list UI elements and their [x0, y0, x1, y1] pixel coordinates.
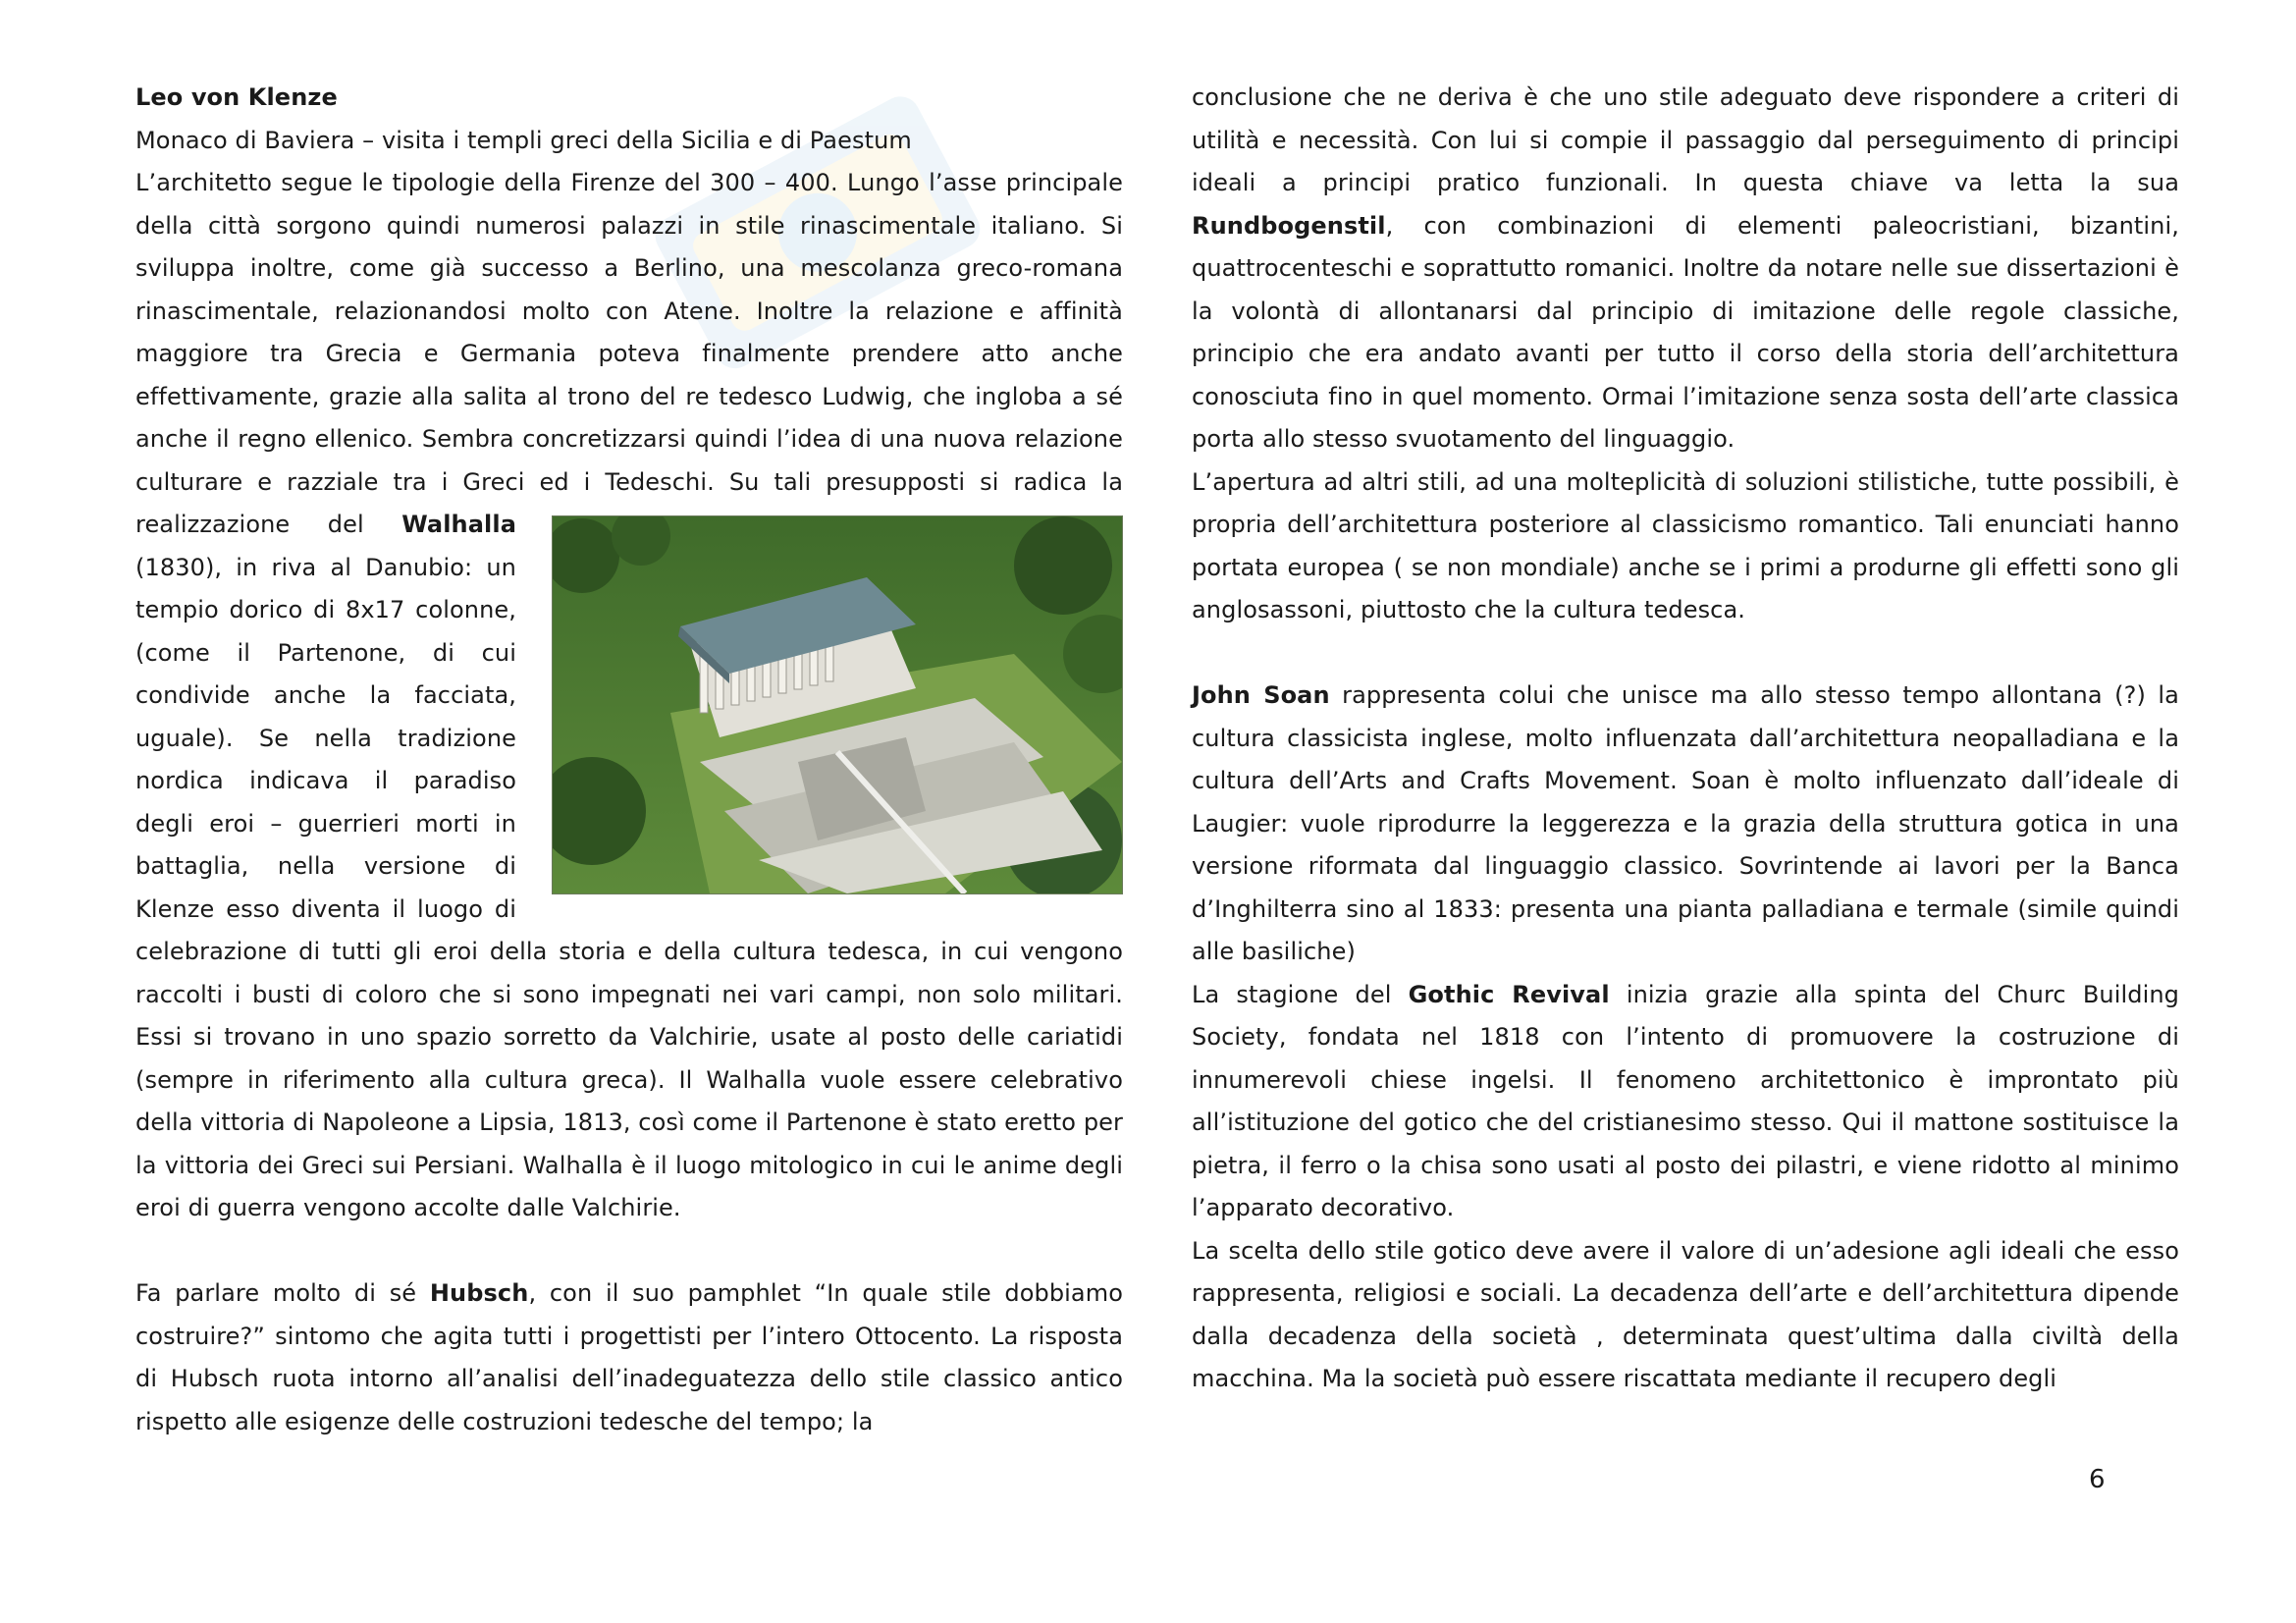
soan-bold: John Soan: [1192, 681, 1330, 709]
walhalla-photo: [552, 515, 1123, 894]
text-run: La stagione del: [1192, 980, 1409, 1008]
left-column: [135, 77, 1123, 1443]
hubsch-bold: Hubsch: [429, 1279, 529, 1307]
text-run: (1830), in riva al Danubio: un tempio dorico di 8x17 colonne, (come il Partenone, di cui condivide anche la facciata, uguale). Se nella tradizione nordica indicava il paradiso degli eroi – guerrieri morti in battaglia, nella versione di Klenze esso diventa il luogo di celebrazione di tutti gli eroi della storia e della cultura tedesca, in cui vengono raccolti i busti di coloro che si sono impegnati nei vari campi, non solo militari. Essi si trovano in uno spazio sorretto da Valchirie, usate al posto delle cariatidi (sempre in riferimento alla cultura greca). Il Walhalla vuole essere celebrativo della vittoria di Napoleone a Lipsia, 1813, così come il Partenone è stato eretto per la vittoria dei Greci sui Persiani. Walhalla è il luogo mitologico in cui le anime degli eroi di guerra vengono accolte dalle Valchirie.: [135, 553, 1123, 1221]
page-number: 6: [2089, 1465, 2106, 1494]
paragraph-klenze: [135, 162, 1123, 1230]
gothic-revival-bold: Gothic Revival: [1408, 980, 1610, 1008]
paragraph-hubsch: [135, 1272, 1123, 1443]
right-column: [1192, 77, 2179, 1401]
section-heading-klenze: Leo von Klenze: [135, 83, 338, 111]
rundbogenstil-bold: Rundbogenstil: [1192, 211, 1386, 240]
text-run: conclusione che ne deriva è che uno stile adeguato deve rispondere a criteri di utilità e necessità. Con lui si compie il passaggio dal perseguimento di principi ideali a principi pratico funzionali. In questa chiave va letta la sua: [1192, 83, 2179, 196]
paragraph-rundbogenstil: [1192, 77, 2179, 461]
paragraph-apertura: L’apertura ad altri stili, ad una molteplicità di soluzioni stilistiche, tutte possibili, è propria dell’architettura posteriore al classicismo romantico. Tali enunciati hanno portata europea ( se non mondiale) anche se i primi a produrne gli effetti sono gli anglosassoni, piuttosto che la cultura tedesca.: [1192, 467, 2179, 623]
paragraph-gothic-revival: [1192, 974, 2179, 1230]
text-run: L’architetto segue le tipologie della Firenze del 300 – 400. Lungo l’asse principale della città sorgono quindi numerosi palazzi in stile rinascimentale italiano. Si sviluppa inoltre, come già successo a Berlino, una mescolanza greco-romana rinascimentale, relazionandosi molto con Atene. Inoltre la relazione e affinità maggiore tra Grecia e Germania poteva finalmente prendere atto anche effettivamente, grazie alla salita al trono del re tedesco Ludwig, che ingloba a sé anche il regno ellenico. Sembra concretizzarsi quindi l’idea di una nuova relazione culturare e razziale tra i Greci ed i Tedeschi. Su tali presupposti si radica la realizzazione del: [135, 169, 1123, 538]
subtitle-monaco: Monaco di Baviera – visita i templi greci della Sicilia e di Paestum: [135, 126, 912, 154]
text-run: rappresenta colui che unisce ma allo stesso tempo allontana (?) la cultura classicista inglese, molto influenzata dall’architettura neopalladiana e la cultura dell’Arts and Crafts Movement. Soan è molto influenzato dall’ideale di Laugier: vuole riprodurre la leggerezza e la grazia della struttura gotica in una versione riformata dal linguaggio classico. Sovrintende ai lavori per la Banca d’Inghilterra sino al 1833: presenta una pianta palladiana e termale (simile quindi alle basiliche): [1192, 681, 2179, 965]
text-run: , con il suo pamphlet “In quale stile dobbiamo costruire?” sintomo che agita tutti i progettisti per l’intero Ottocento. La risposta di Hubsch ruota intorno all’analisi dell’inadeguatezza dello stile classico antico rispetto alle esigenze delle costruzioni tedesche del tempo; la: [135, 1279, 1124, 1435]
paragraph-soan: [1192, 675, 2179, 974]
paragraph-scelta: La scelta dello stile gotico deve avere il valore di un’adesione agli ideali che esso rappresenta, religiosi e sociali. La decadenza dell’arte e dell’architettura dipende dalla decadenza della società , determinata quest’ultima dalla civiltà della macchina. Ma la società può essere riscattata mediante il recupero degli: [1192, 1236, 2179, 1392]
walhalla-bold: Walhalla: [401, 511, 516, 538]
text-run: inizia grazie alla spinta del Churc Building Society, fondata nel 1818 con l’intento di promuovere la costruzione di innumerevoli chiese ingelsi. Il fenomeno architettonico è improntato più all’istituzione del gotico che del cristianesimo stesso. Qui il mattone sostituisce la pietra, il ferro o la chisa sono usati al posto dei pilastri, e viene ridotto al minimo l’apparato decorativo.: [1192, 980, 2179, 1221]
text-run: Fa parlare molto di sé: [135, 1279, 430, 1307]
text-run: , con combinazioni di elementi paleocristiani, bizantini, quattrocenteschi e soprattutto romanici. Inoltre da notare nelle sue dissertazioni è la volontà di allontanarsi dal principio di imitazione delle regole classiche, principio che era andato avanti per tutto il corso della storia dell’architettura conosciuta fino in quel momento. Ormai l’imitazione senza sosta dell’arte classica porta allo stesso svuotamento del linguaggio.: [1192, 211, 2179, 453]
